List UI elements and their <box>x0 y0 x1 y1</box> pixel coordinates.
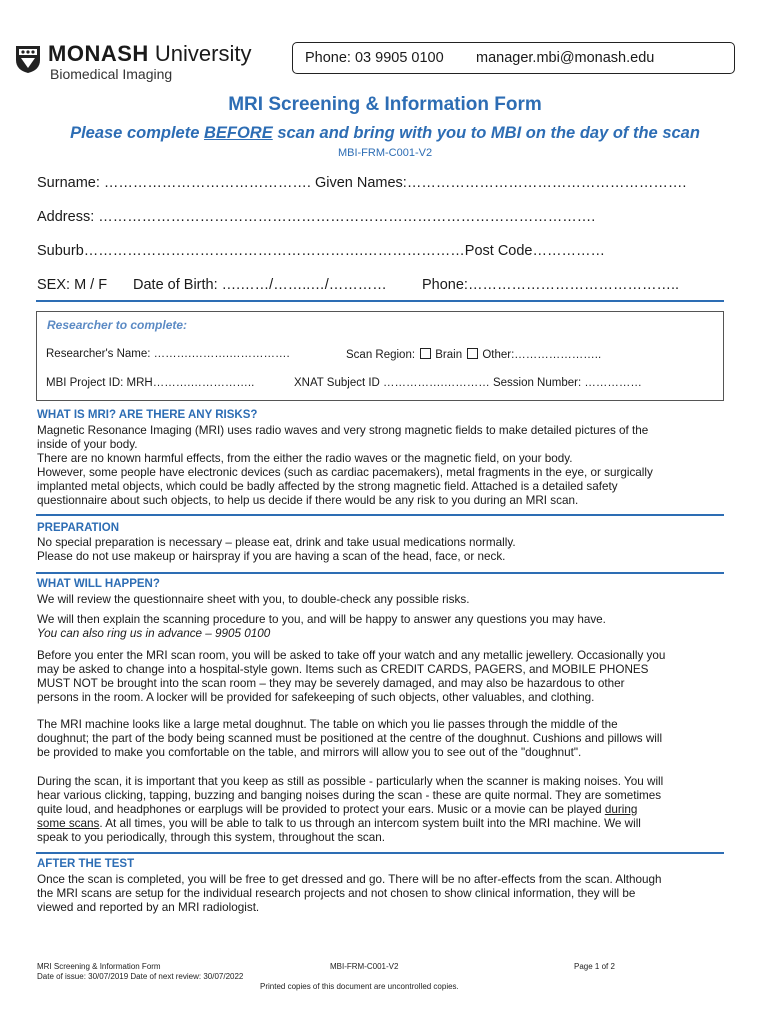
form-code: MBI-FRM-C001-V2 <box>337 147 433 159</box>
researcher-name-field[interactable]: Researcher's Name: ……….……….……………. <box>46 348 290 360</box>
divider <box>36 514 724 516</box>
scan-region-label: Scan Region: <box>346 349 416 361</box>
contact-email[interactable]: manager.mbi@monash.edu <box>476 50 655 66</box>
form-instruction: Please complete BEFORE scan and bring with you to MBI on the day of the scan <box>70 124 700 142</box>
footer-note: Printed copies of this document are uncontrolled copies. <box>260 982 459 991</box>
happen-paragraph-2: We will then explain the scanning procedure to you, and will be happy to answer any questions you may have. You can also ring us in advance – 9905 0100 <box>37 613 606 640</box>
risks-text: Magnetic Resonance Imaging (MRI) uses radio waves and very strong magnetic fields to make detailed pictures of the inside of your body. There are no known harmful effects, from the either the radio waves or the magnetic field, on your body. However, some people have electronic devices (such as cardiac pacemakers), metal fragments in the eye, or surgically implanted metal objects, which could be badly affected by the strong magnetic field. Attached is a detailed safety questionnaire about such objects, to help us decide if there would be any risk to you during an MRI scan. <box>37 424 653 507</box>
happen-paragraph-3: Before you enter the MRI scan room, you will be asked to take off your watch and any metallic jewellery. Occasionally you may be asked to change into a hospital-style gown. Items such as CREDIT CARDS, PAGERS, and MOBILE PHONES MUST NOT be brought into the scan room – they may be severely damaged, and may also be hazardous to other persons in the room. A locker will be provided for safekeeping of such objects, other valuables, and clothing. <box>37 649 666 704</box>
monash-crest-icon <box>14 44 42 74</box>
address-field[interactable]: Address: …………………………………………………………………………………………. <box>37 209 596 225</box>
monash-logo <box>14 42 274 84</box>
suburb-postcode-field[interactable]: Suburb………………………………………………….…………………Post Code…………… <box>37 243 605 259</box>
what-will-happen-heading: WHAT WILL HAPPEN? <box>37 578 160 590</box>
phone-field[interactable]: Phone:…………………………………….. <box>422 277 680 293</box>
surname-given-names-field[interactable]: Surname: ……………………………………. Given Names:…………………………………………………. <box>37 175 687 191</box>
happen-paragraph-1: We will review the questionnaire sheet with you, to double-check any possible risks. <box>37 593 470 606</box>
date-of-birth-field[interactable]: Date of Birth: ….……/……..…/………… <box>133 277 387 293</box>
footer-page-number: Page 1 of 2 <box>574 962 615 971</box>
after-test-heading: AFTER THE TEST <box>37 858 135 870</box>
divider <box>36 852 724 854</box>
xnat-session-field[interactable]: XNAT Subject ID …………….………… Session Number: …………… <box>294 377 642 389</box>
logo-subtitle: Biomedical Imaging <box>50 66 173 82</box>
divider <box>36 572 724 574</box>
brain-checkbox[interactable] <box>420 348 431 359</box>
contact-phone: Phone: 03 9905 0100 <box>305 50 444 66</box>
other-checkbox[interactable] <box>467 348 478 359</box>
researcher-heading: Researcher to complete: <box>47 318 188 332</box>
other-field[interactable]: Other:………………….. <box>482 349 602 361</box>
researcher-section <box>36 311 724 401</box>
divider <box>36 300 724 302</box>
scan-region-group <box>346 348 601 361</box>
logo-wordmark: MONASH University <box>48 41 252 66</box>
happen-paragraph-4: The MRI machine looks like a large metal doughnut. The table on which you lie passes through the middle of the doughnut; the part of the body being scanned must be positioned at the centre of the doughnut. Cushions and pillows will be provided to make you comfortable on the table, and mirrors will allow you to see out of the "doughnut". <box>37 718 663 759</box>
mbi-project-id-field[interactable]: MBI Project ID: MRH……….…………….. <box>46 377 255 389</box>
happen-paragraph-5: During the scan, it is important that you keep as still as possible - particularly when the scanner is making noises. You will hear various clicking, tapping, buzzing and banging noises during the scan - these are quite normal. They are sometimes quite loud, and headphones or earplugs will be provided to protect your ears. Music or a movie can be played during some scans. At all times, you will be able to talk to us through an intercom system built into the MRI machine. We will speak to you periodically, through this system, throughout the scan. <box>37 775 664 844</box>
risks-heading: WHAT IS MRI? ARE THERE ANY RISKS? <box>37 409 258 421</box>
footer-issue-dates: Date of issue: 30/07/2019 Date of next review: 30/07/2022 <box>37 972 244 981</box>
footer-doc-name: MRI Screening & Information Form <box>37 962 161 971</box>
contact-box <box>292 42 735 74</box>
preparation-text: No special preparation is necessary – please eat, drink and take usual medications normally. Please do not use makeup or hairspray if you are having a scan of the head, face, or neck. <box>37 536 516 563</box>
sex-field[interactable]: SEX: M / F <box>37 277 108 293</box>
preparation-heading: PREPARATION <box>37 522 119 534</box>
brain-label: Brain <box>435 349 463 361</box>
after-test-text: Once the scan is completed, you will be free to get dressed and go. There will be no after-effects from the scan. Although the MRI scans are setup for the individual research projects and not chosen to show clinical information, they will be viewed and reported by an MRI radiologist. <box>37 873 662 914</box>
footer-form-code: MBI-FRM-C001-V2 <box>330 962 399 971</box>
form-title: MRI Screening & Information Form <box>228 94 542 115</box>
